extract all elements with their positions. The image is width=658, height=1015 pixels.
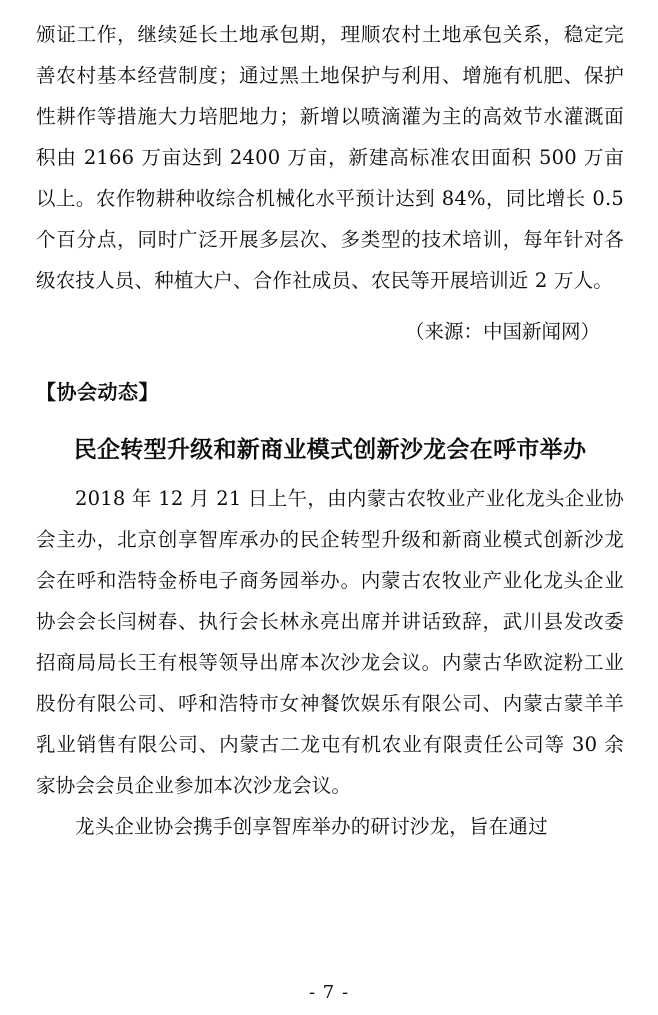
article-paragraph-2: 龙头企业协会携手创享智库举办的研讨沙龙，旨在通过 xyxy=(75,815,548,838)
policy-paragraph: 颁证工作，继续延长土地承包期，理顺农村土地承包关系，稳定完善农村基本经营制度；通过黑土地保护与利用、增施有机肥、保护性耕作等措施大力培肥地力；新增以喷滴灌为主的高效节水灌溉面积由 2166 万亩达到 2400 万亩，新建高标准农田面积 500 万亩以上。农作物耕种收综合机械化水平预计达到 84%，同比增长 0.5 个百分点，同时广泛开展多层次、多类型的技术培训，每年针对各级农技人员、种植大户、合作社成员、农民等开展培训近 2 万人。 xyxy=(36,23,624,292)
page-number: - 7 - xyxy=(308,982,350,1003)
source-note: （来源：中国新闻网） xyxy=(404,320,600,343)
article-body xyxy=(36,476,624,847)
article-title: 民企转型升级和新商业模式创新沙龙会在呼市举办 xyxy=(73,436,587,463)
article-paragraph-1: 2018 年 12 月 21 日上午，由内蒙古农牧业产业化龙头企业协会主办，北京创享智库承办的民企转型升级和新商业模式创新沙龙会在呼和浩特金桥电子商务园举办。内蒙古农牧业产业化龙头企业协会会长闫树春、执行会长林永亮出席并讲话致辞，武川县发改委招商局局长王有根等领导出席本次沙龙会议。内蒙古华欧淀粉工业股份有限公司、呼和浩特市女神餐饮娱乐有限公司、内蒙古蒙羊羊乳业销售有限公司、内蒙古二龙屯有机农业有限责任公司等 30 余家协会会员企业参加本次沙龙会议。 xyxy=(36,487,624,797)
section-tag: 【协会动态】 xyxy=(36,380,159,404)
